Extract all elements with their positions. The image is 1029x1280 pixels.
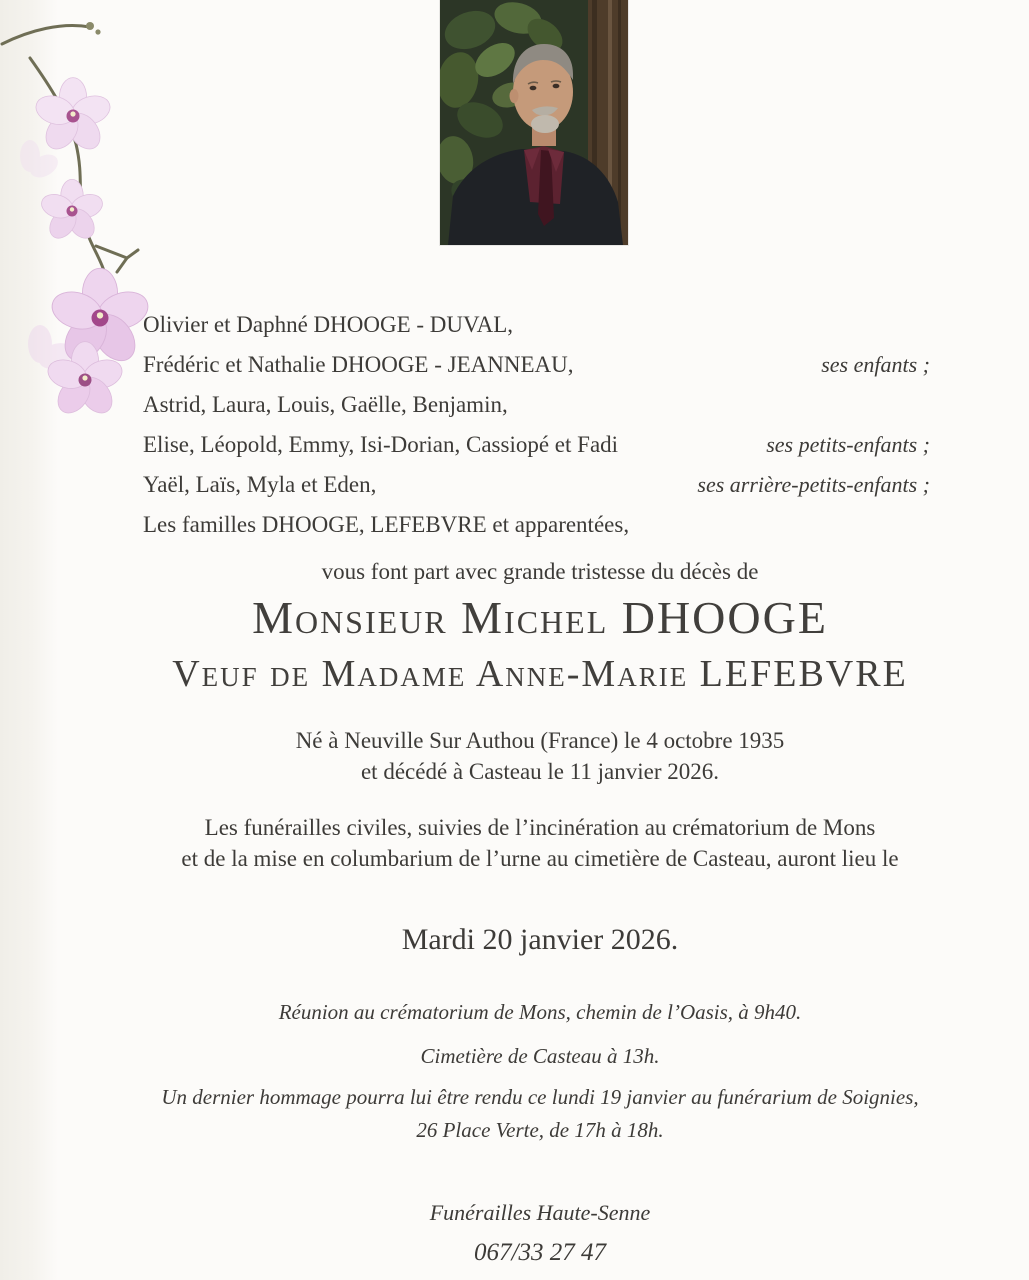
schedule-block xyxy=(130,997,950,1145)
birth-death-lines xyxy=(130,725,950,787)
family-names: Olivier et Daphné DHOOGE - DUVAL, xyxy=(143,312,514,337)
family-list xyxy=(143,305,930,545)
funeral-info-lines xyxy=(130,812,950,874)
family-names: Frédéric et Nathalie DHOOGE - JEANNEAU, xyxy=(143,352,574,377)
family-relation: ses petits-enfants ; xyxy=(766,432,930,457)
funeral-info-line: et de la mise en columbarium de l’urne au cimetière de Casteau, auront lieu le xyxy=(181,846,899,871)
deceased-name-heading: Monsieur Michel DHOOGE xyxy=(252,592,828,643)
schedule-line-tribute-1: Un dernier hommage pourra lui être rendu ce lundi 19 janvier au funérarium de Soignies, xyxy=(161,1085,919,1109)
portrait-photo xyxy=(440,0,628,245)
deceased-subtitle-heading: Veuf de Madame Anne-Marie LEFEBVRE xyxy=(172,653,908,695)
family-row xyxy=(143,305,930,345)
family-names: Yaël, Laïs, Myla et Eden, xyxy=(143,472,377,497)
funeral-info-line: Les funérailles civiles, suivies de l’incinération au crématorium de Mons xyxy=(204,815,876,840)
funeral-home-name: Funérailles Haute-Senne xyxy=(429,1200,651,1225)
birth-line: Né à Neuville Sur Authou (France) le 4 octobre 1935 xyxy=(295,728,785,753)
family-relation: ses arrière-petits-enfants ; xyxy=(697,472,930,497)
schedule-line-reunion: Réunion au crématorium de Mons, chemin de l’Oasis, à 9h40. xyxy=(278,1000,802,1024)
family-names: Elise, Léopold, Emmy, Isi-Dorian, Cassiopé et Fadi xyxy=(143,432,619,457)
family-row xyxy=(143,345,930,385)
ceremony-date: Mardi 20 janvier 2026. xyxy=(401,923,679,956)
family-row xyxy=(143,385,930,425)
schedule-line-cemetery: Cimetière de Casteau à 13h. xyxy=(420,1044,660,1068)
family-row xyxy=(143,505,930,545)
announcement-line: vous font part avec grande tristesse du décès de xyxy=(321,559,759,584)
family-relation: ses enfants ; xyxy=(821,352,930,377)
schedule-line-tribute-2: 26 Place Verte, de 17h à 18h. xyxy=(416,1118,664,1142)
family-names: Astrid, Laura, Louis, Gaëlle, Benjamin, xyxy=(143,392,508,417)
family-row xyxy=(143,425,930,465)
family-row xyxy=(143,465,930,505)
family-names: Les familles DHOOGE, LEFEBVRE et apparentées, xyxy=(143,512,630,537)
death-line: et décédé à Casteau le 11 janvier 2026. xyxy=(360,759,720,784)
funeral-home-phone: 067/33 27 47 xyxy=(474,1239,606,1266)
